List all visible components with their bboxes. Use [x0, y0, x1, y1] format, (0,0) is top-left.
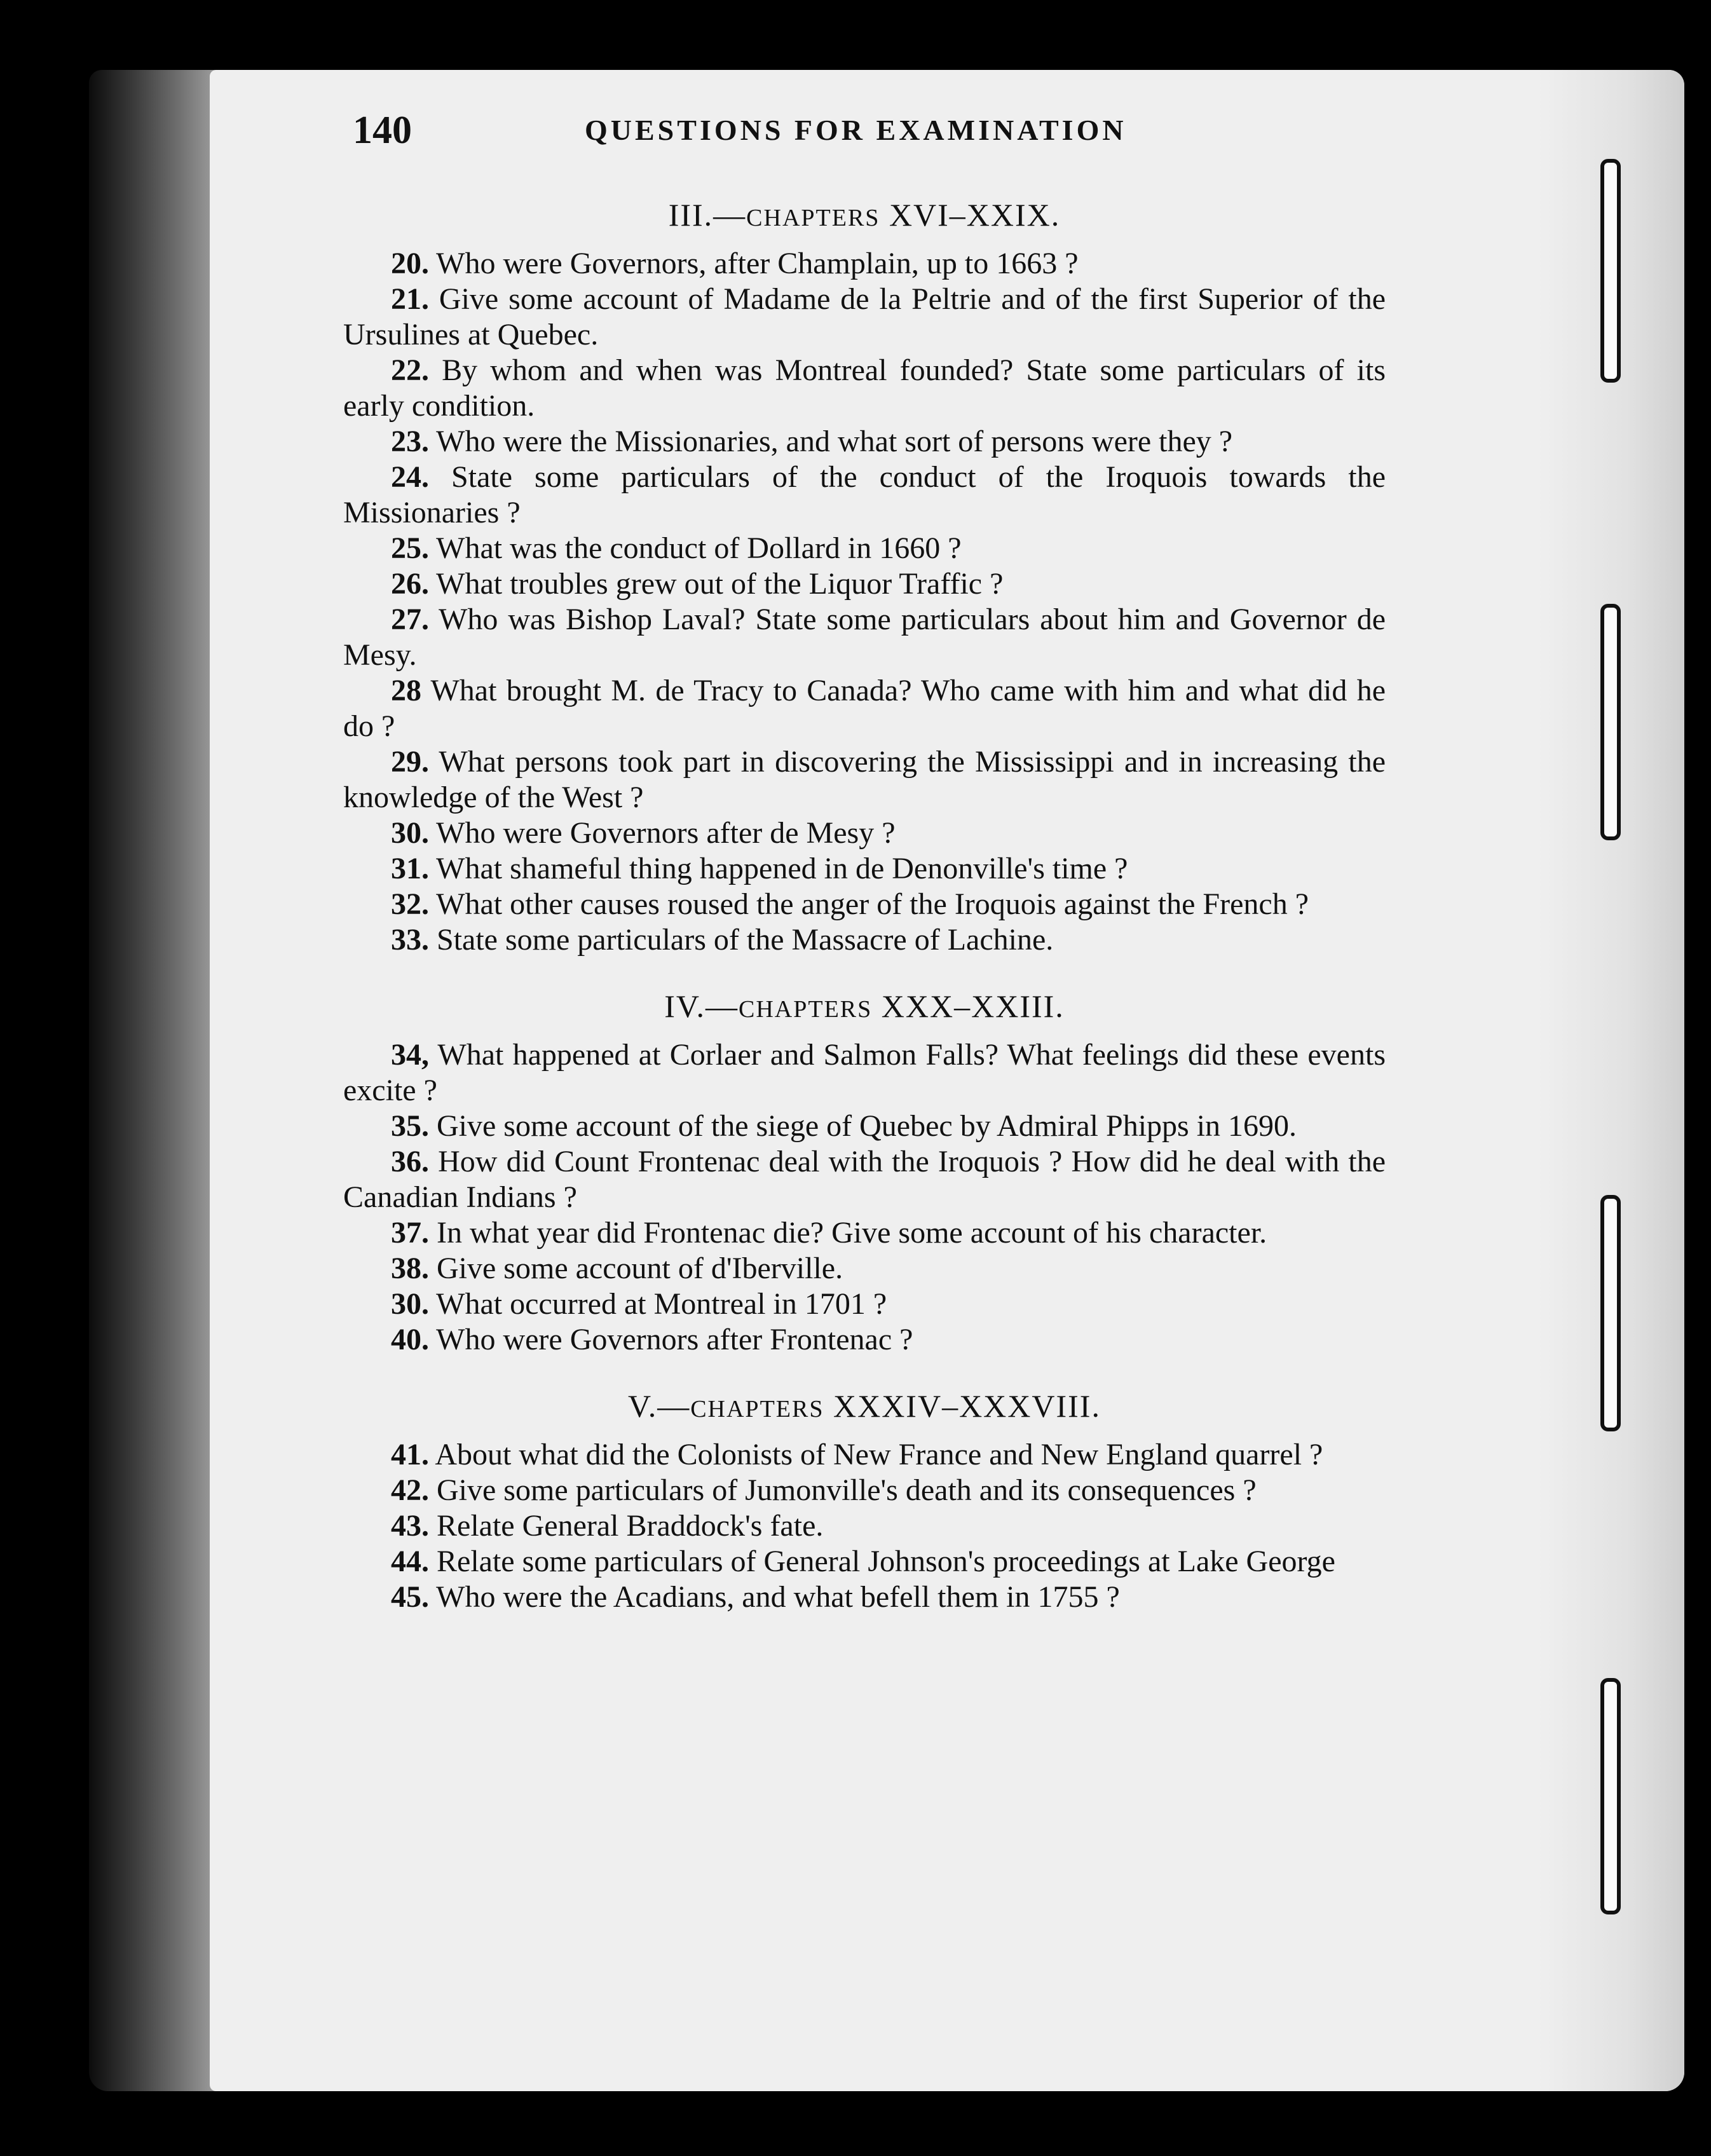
question-34: 34, What happened at Corlaer and Salmon Falls? What feelings did these events excite ? — [343, 1038, 1386, 1107]
question-27: 27. Who was Bishop Laval? State some particulars about him and Governor de Mesy. — [343, 603, 1386, 672]
section-heading-iii — [343, 197, 1386, 236]
question-33: 33. State some particulars of the Massacre of Lachine. — [391, 923, 1054, 957]
question-29: 29. What persons took part in discovering the Mississippi and in increasing the knowledge of the West ? — [343, 745, 1386, 814]
page-tab-2 — [1600, 604, 1621, 840]
question-43: 43. Relate General Braddock's fate. — [391, 1509, 824, 1543]
page-tab-1 — [1600, 159, 1621, 383]
page-tab-3 — [1600, 1195, 1621, 1431]
section-label: CHAPTERS — [739, 996, 873, 1023]
page-tab-4 — [1600, 1678, 1621, 1914]
question-32: 32. What other causes roused the anger of the Iroquois against the French ? — [391, 887, 1309, 921]
question-44: 44. Relate some particulars of General Johnson's proceedings at Lake George — [391, 1545, 1335, 1578]
question-41: 41. About what did the Colonists of New France and New England quarrel ? — [391, 1438, 1323, 1471]
question-45: 45. Who were the Acadians, and what befell them in 1755 ? — [391, 1580, 1120, 1614]
section-label: CHAPTERS — [690, 1396, 824, 1423]
question-38: 38. Give some account of d'Iberville. — [391, 1252, 843, 1285]
running-title: QUESTIONS FOR EXAMINATION — [585, 114, 1127, 146]
section-range: XXX–XXIII. — [872, 988, 1065, 1024]
section-roman: III.— — [668, 197, 747, 233]
section-heading-v — [343, 1388, 1386, 1427]
question-37: 37. In what year did Frontenac die? Give some account of his character. — [391, 1216, 1267, 1250]
section-heading-iv — [343, 988, 1386, 1027]
question-35: 35. Give some account of the siege of Quebec by Admiral Phipps in 1690. — [391, 1109, 1297, 1143]
question-26: 26. What troubles grew out of the Liquor Traffic ? — [391, 567, 1004, 601]
question-36: 36. How did Count Frontenac deal with the Iroquois ? How did he deal with the Canadian Indians ? — [343, 1145, 1386, 1214]
question-42: 42. Give some particulars of Jumonville's death and its consequences ? — [391, 1473, 1257, 1507]
page-header — [353, 108, 1452, 159]
question-25: 25. What was the conduct of Dollard in 1660 ? — [391, 531, 962, 565]
question-39: 30. What occurred at Montreal in 1701 ? — [391, 1287, 887, 1321]
section-label: CHAPTERS — [746, 205, 880, 231]
question-31: 31. What shameful thing happened in de Denonville's time ? — [391, 852, 1128, 885]
section-range: XXXIV–XXXVIII. — [824, 1388, 1101, 1424]
section-roman: IV.— — [664, 988, 739, 1024]
page-content — [343, 191, 1386, 1615]
question-28: 28 What brought M. de Tracy to Canada? Who came with him and what did he do ? — [343, 674, 1386, 743]
section-roman: V.— — [628, 1388, 691, 1424]
question-23: 23. Who were the Missionaries, and what sort of persons were they ? — [391, 425, 1233, 458]
question-30: 30. Who were Governors after de Mesy ? — [391, 816, 896, 850]
question-21: 21. Give some account of Madame de la Peltrie and of the first Superior of the Ursulines at Quebec. — [343, 282, 1386, 351]
question-40: 40. Who were Governors after Frontenac ? — [391, 1323, 913, 1356]
question-24: 24. State some particulars of the conduct of the Iroquois towards the Missionaries ? — [343, 460, 1386, 529]
page-number: 140 — [353, 109, 412, 152]
section-range: XVI–XXIX. — [880, 197, 1061, 233]
question-20: 20. Who were Governors, after Champlain, up to 1663 ? — [391, 247, 1079, 280]
question-22: 22. By whom and when was Montreal founded? State some particulars of its early condition. — [343, 353, 1386, 423]
